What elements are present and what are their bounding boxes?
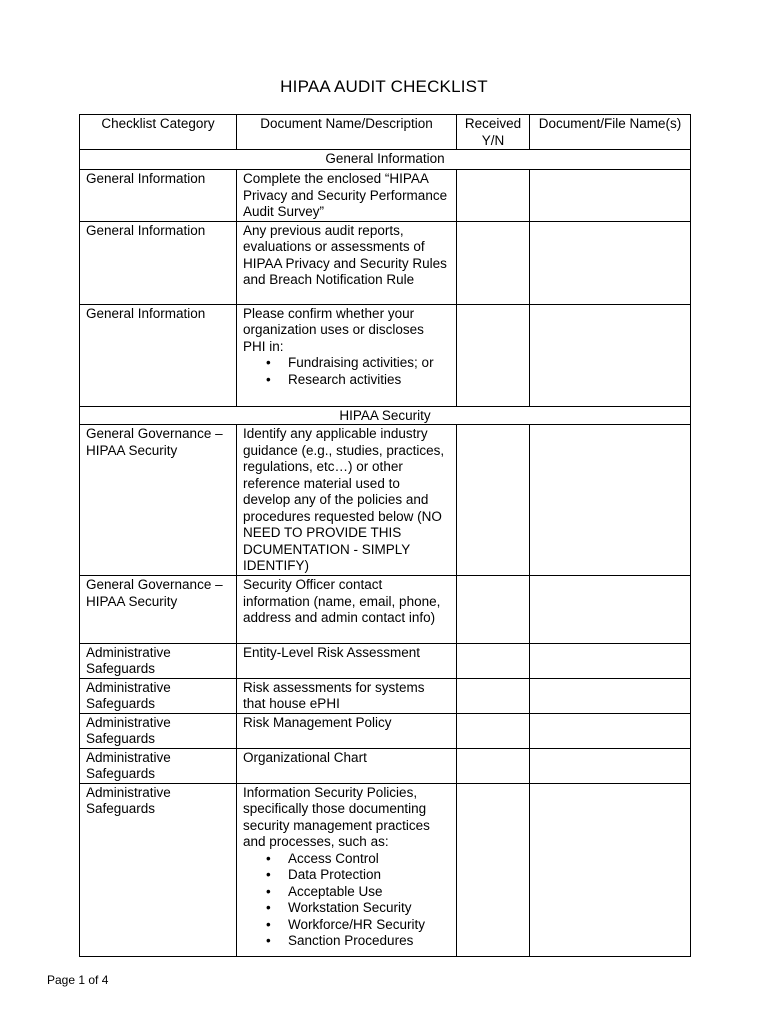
description-text: Complete the enclosed “HIPAA Privacy and Security Performance Audit Survey” [243,171,448,219]
bullet-item: • Sanction Procedures [288,933,450,950]
table-row [80,304,691,406]
file-names-cell[interactable] [530,748,691,783]
description-text: Risk assessments for systems that house ePHI [243,679,425,711]
bullet-item: • Data Protection [288,867,450,884]
section-heading: HIPAA Security [80,406,691,425]
description-text: Security Officer contact information (name, email, phone, address and admin contact info) [243,577,441,625]
table-body [80,150,691,957]
description-cell [237,304,457,406]
description-text: Please confirm whether your organization uses or discloses PHI in: [243,305,424,354]
category-cell: General Governance – HIPAA Security [80,576,237,644]
document-title: HIPAA AUDIT CHECKLIST [280,77,488,96]
table-row [80,425,691,576]
received-cell[interactable] [457,713,530,748]
description-cell [237,425,457,576]
category-cell: General Information [80,221,237,304]
column-header-received: Received Y/N [457,115,530,150]
blank-line [243,627,450,643]
column-header-description: Document Name/Description [237,115,457,150]
bullet-item: • Workforce/HR Security [288,917,450,934]
description-cell [237,576,457,644]
bullet-list [243,355,450,388]
received-cell[interactable] [457,425,530,576]
table-row [80,576,691,644]
description-cell [237,678,457,713]
description-cell [237,643,457,678]
file-names-cell[interactable] [530,425,691,576]
description-cell [237,713,457,748]
file-names-cell[interactable] [530,643,691,678]
column-header-file-names: Document/File Name(s) [530,115,691,150]
description-text: Any previous audit reports, evaluations or assessments of HIPAA Privacy and Security Rules and Breach Notification Rule [243,222,447,287]
section-heading: General Information [80,150,691,170]
category-cell: Administrative Safeguards [80,643,237,678]
section-heading-row [80,150,691,170]
table-row [80,783,691,956]
category-cell: Administrative Safeguards [80,783,237,956]
category-cell: Administrative Safeguards [80,748,237,783]
bullet-list [243,851,450,950]
table-header-row [80,115,691,150]
description-text: Organizational Chart [243,749,367,765]
category-cell: Administrative Safeguards [80,678,237,713]
bullet-item: • Access Control [288,851,450,868]
description-text: Entity-Level Risk Assessment [243,644,421,660]
description-cell [237,748,457,783]
received-cell[interactable] [457,170,530,222]
blank-line [243,388,450,404]
table-row [80,713,691,748]
received-cell[interactable] [457,783,530,956]
description-text: Identify any applicable industry guidance (e.g., studies, practices, regulations, etc…) or other reference material used to develop any of the policies and procedures requested below (NO NEED TO PROVIDE THIS DCUMENTATION - SIMPLY IDENTIFY) [243,426,445,573]
file-names-cell[interactable] [530,783,691,956]
bullet-item: • Research activities [288,372,450,389]
received-cell[interactable] [457,748,530,783]
column-header-category: Checklist Category [80,115,237,150]
category-cell: General Governance – HIPAA Security [80,425,237,576]
received-cell[interactable] [457,304,530,406]
table-row [80,170,691,222]
audit-checklist-table [79,114,691,957]
file-names-cell[interactable] [530,304,691,406]
table-row [80,643,691,678]
received-cell[interactable] [457,576,530,644]
description-cell [237,170,457,222]
bullet-item: • Acceptable Use [288,884,450,901]
description-cell [237,783,457,956]
category-cell: General Information [80,170,237,222]
description-text: Information Security Policies, specifically those documenting security management practices and processes, such as: [243,784,430,849]
description-cell [237,221,457,304]
category-cell: Administrative Safeguards [80,713,237,748]
section-heading-row [80,406,691,425]
received-cell[interactable] [457,643,530,678]
file-names-cell[interactable] [530,678,691,713]
file-names-cell[interactable] [530,713,691,748]
received-cell[interactable] [457,221,530,304]
description-text: Risk Management Policy [243,714,392,730]
table-row [80,748,691,783]
file-names-cell[interactable] [530,576,691,644]
file-names-cell[interactable] [530,221,691,304]
bullet-item: • Fundraising activities; or [288,355,450,372]
bullet-item: • Workstation Security [288,900,450,917]
table-row [80,221,691,304]
category-cell: General Information [80,304,237,406]
page-number: Page 1 of 4 [47,973,109,987]
received-cell[interactable] [457,678,530,713]
table-row [80,678,691,713]
file-names-cell[interactable] [530,170,691,222]
